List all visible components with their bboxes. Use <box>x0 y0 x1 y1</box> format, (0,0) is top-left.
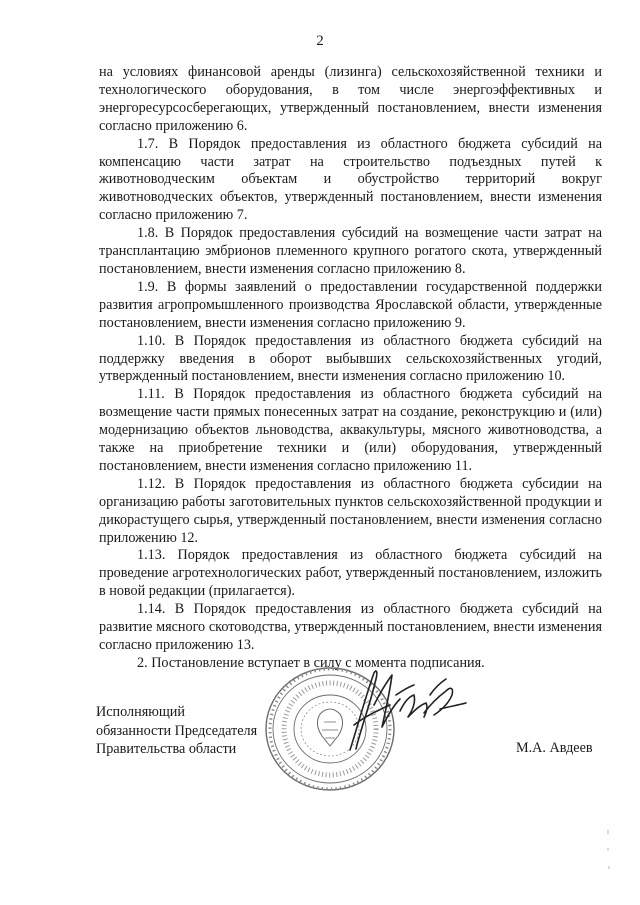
signer-position-line: Исполняющий <box>96 704 185 720</box>
paragraph-1-10: 1.10. В Порядок предоставления из областного бюджета субсидий на поддержку введения в оборот выбывших сельскохозяйственных угодий, утвержденный постановлением, внести изменения согласно приложению 10. <box>99 332 602 385</box>
handwritten-signature <box>330 665 480 755</box>
paragraph-1-11: 1.11. В Порядок предоставления из областного бюджета субсидий на возмещение части прямых понесенных затрат на создание, реконструкцию и (или) модернизацию объектов льноводства, аквакультуры, мясного животноводства, а также на приобретение техники и (или) оборудования, утвержденный постановлением, внести изменения согласно приложению 11. <box>99 386 602 474</box>
signature-block <box>96 703 257 759</box>
paragraph-continuation: на условиях финансовой аренды (лизинга) сельскохозяйственной техники и технологического оборудования, в том числе энергоэффективных и энергоресурсосберегающих, утвержденный постановлением, внести изменения согласно приложению 6. <box>99 64 602 134</box>
signer-name: М.А. Авдеев <box>516 740 593 756</box>
signer-position-line: обязанности Председателя <box>96 722 258 739</box>
document-body <box>99 64 602 673</box>
signer-position-line: Правительства области <box>96 741 237 757</box>
paragraph-1-12: 1.12. В Порядок предоставления из областного бюджета субсидии на организацию работы заготовительных пунктов сельскохозяйственной продукции и дикорастущего сырья, утвержденный постановлением, внести изменения согласно приложению 12. <box>99 475 602 546</box>
paragraph-1-8: 1.8. В Порядок предоставления субсидий на возмещение части затрат на трансплантацию эмбрионов племенного крупного рогатого скота, утвержденный постановлением, внести изменения согласно приложению 8. <box>99 225 602 277</box>
page-number: 2 <box>316 33 324 49</box>
paragraph-2: 2. Постановление вступает в силу с момента подписания. <box>137 654 485 671</box>
paragraph-1-9: 1.9. В формы заявлений о предоставлении государственной поддержки развития агропромышленного производства Ярославской области, утвержденные постановлением, внести изменения согласно приложению 9. <box>99 278 602 331</box>
paragraph-1-7: 1.7. В Порядок предоставления из областного бюджета субсидий на компенсацию части затрат на строительство подъездных путей к животноводческим объектам и обустройство территорий вокруг животноводческих объектов, утвержденный постановлением, внести изменения согласно приложению 7. <box>99 135 602 224</box>
paragraph-1-13: 1.13. Порядок предоставления из областного бюджета субсидий на проведение агротехнологических работ, утвержденный постановлением, изложить в новой редакции (прилагается). <box>99 547 602 600</box>
paragraph-1-14: 1.14. В Порядок предоставления из областного бюджета субсидий на развитие мясного скотоводства, утвержденный постановлением, внести изменения согласно приложению 13. <box>99 601 602 653</box>
scan-edge-marks <box>600 820 620 880</box>
